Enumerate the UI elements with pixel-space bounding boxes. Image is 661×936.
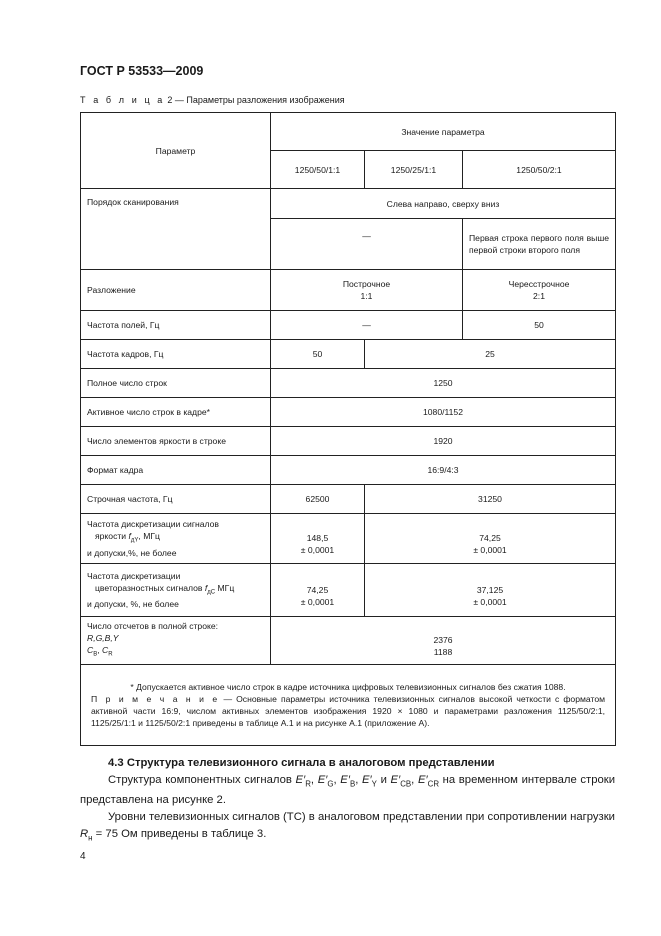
- frame-rate-label: Частота кадров, Гц: [81, 340, 271, 369]
- head-value: Значение параметра: [271, 113, 616, 151]
- chroma-sampling-2: 37,125 ± 0,0001: [365, 564, 616, 617]
- table-footer: [81, 665, 616, 746]
- head-param: Параметр: [81, 113, 271, 189]
- luma-elements-label: Число элементов яркости в строке: [81, 427, 271, 456]
- scan-dash: —: [271, 219, 463, 270]
- chroma-sampling-1: 74,25 ± 0,0001: [271, 564, 365, 617]
- total-lines-value: 1250: [271, 369, 616, 398]
- footnote: * Допускается активное число строк в кадре источника цифровых телевизионных сигналов без сжатия 1088.: [130, 682, 566, 692]
- total-lines-label: Полное число строк: [81, 369, 271, 398]
- head-col3: 1250/50/2:1: [463, 151, 616, 189]
- frame-rate-1: 50: [271, 340, 365, 369]
- scan-value: Слева направо, сверху вниз: [271, 189, 616, 219]
- parameters-table: [80, 112, 616, 746]
- luma-sampling-label: Частота дискретизации сигналов яркости $f_{дY}$, МГц и допуски,%, не более: [81, 514, 271, 564]
- document-header: ГОСТ Р 53533—2009: [80, 64, 204, 78]
- field-rate-value: 50: [463, 311, 616, 340]
- table-note: П р и м е ч а н и е — Основные параметры источника телевизионных сигналов высокой четкости с форматом активной части 16:9, числом активных элементов изображения 1920 × 1080 и параметрами разложения 1125/50/2:1, 1125/25/1:1 и 1125/50/2:1 приведены в таблице А.1 и на рисунке А.1 (приложение А).: [91, 694, 606, 728]
- luma-sampling-1: 148,5 ± 0,0001: [271, 514, 365, 564]
- line-freq-label: Строчная частота, Гц: [81, 485, 271, 514]
- page-number: 4: [80, 851, 86, 862]
- chroma-sampling-label: Частота дискретизации цветоразностных сигналов $f_{дC}$ МГц и допуски, %, не более: [81, 564, 271, 617]
- section-title: 4.3 Структура телевизионного сигнала в аналоговом представлении: [108, 757, 495, 769]
- field-rate-dash: —: [271, 311, 463, 340]
- luma-elements-value: 1920: [271, 427, 616, 456]
- active-lines-label: Активное число строк в кадре*: [81, 398, 271, 427]
- table-caption-text: 2 — Параметры разложения изображения: [167, 95, 345, 105]
- table-caption: [80, 95, 345, 105]
- frame-format-label: Формат кадра: [81, 456, 271, 485]
- section-paragraph-2: Уровни телевизионных сигналов (ТС) в аналоговом представлении при сопротивлении нагрузки $R_н = 75$ Ом приведены в таблице 3.: [80, 811, 615, 843]
- luma-sampling-2: 74,25 ± 0,0001: [365, 514, 616, 564]
- samples-label: Число отсчетов в полной строке: R,G,B,Y $C_B$, $C_R$: [81, 617, 271, 665]
- line-freq-2: 31250: [365, 485, 616, 514]
- section-4-3: [80, 755, 615, 847]
- table-caption-label: Т а б л и ц а: [80, 95, 165, 105]
- frame-format-value: 16:9/4:3: [271, 456, 616, 485]
- line-freq-1: 62500: [271, 485, 365, 514]
- scan-label: Порядок сканирования: [81, 189, 271, 270]
- samples-values: 2376 1188: [271, 617, 616, 665]
- section-paragraph-1: Структура компонентных сигналов $E'_R$, $E'_G$, $E'_B$, $E'_Y$ и $E'_{CB}$, $E'_{CR}$ на временном интервале строки представлена на рисунке 2.: [80, 774, 616, 807]
- head-col2: 1250/25/1:1: [365, 151, 463, 189]
- decomp-int: Чересстрочное 2:1: [463, 270, 616, 311]
- scan-field-order: Первая строка первого поля выше первой строки второго поля: [463, 219, 616, 270]
- field-rate-label: Частота полей, Гц: [81, 311, 271, 340]
- decomp-label: Разложение: [81, 270, 271, 311]
- head-col1: 1250/50/1:1: [271, 151, 365, 189]
- frame-rate-2: 25: [365, 340, 616, 369]
- active-lines-value: 1080/1152: [271, 398, 616, 427]
- decomp-prog: Построчное 1:1: [271, 270, 463, 311]
